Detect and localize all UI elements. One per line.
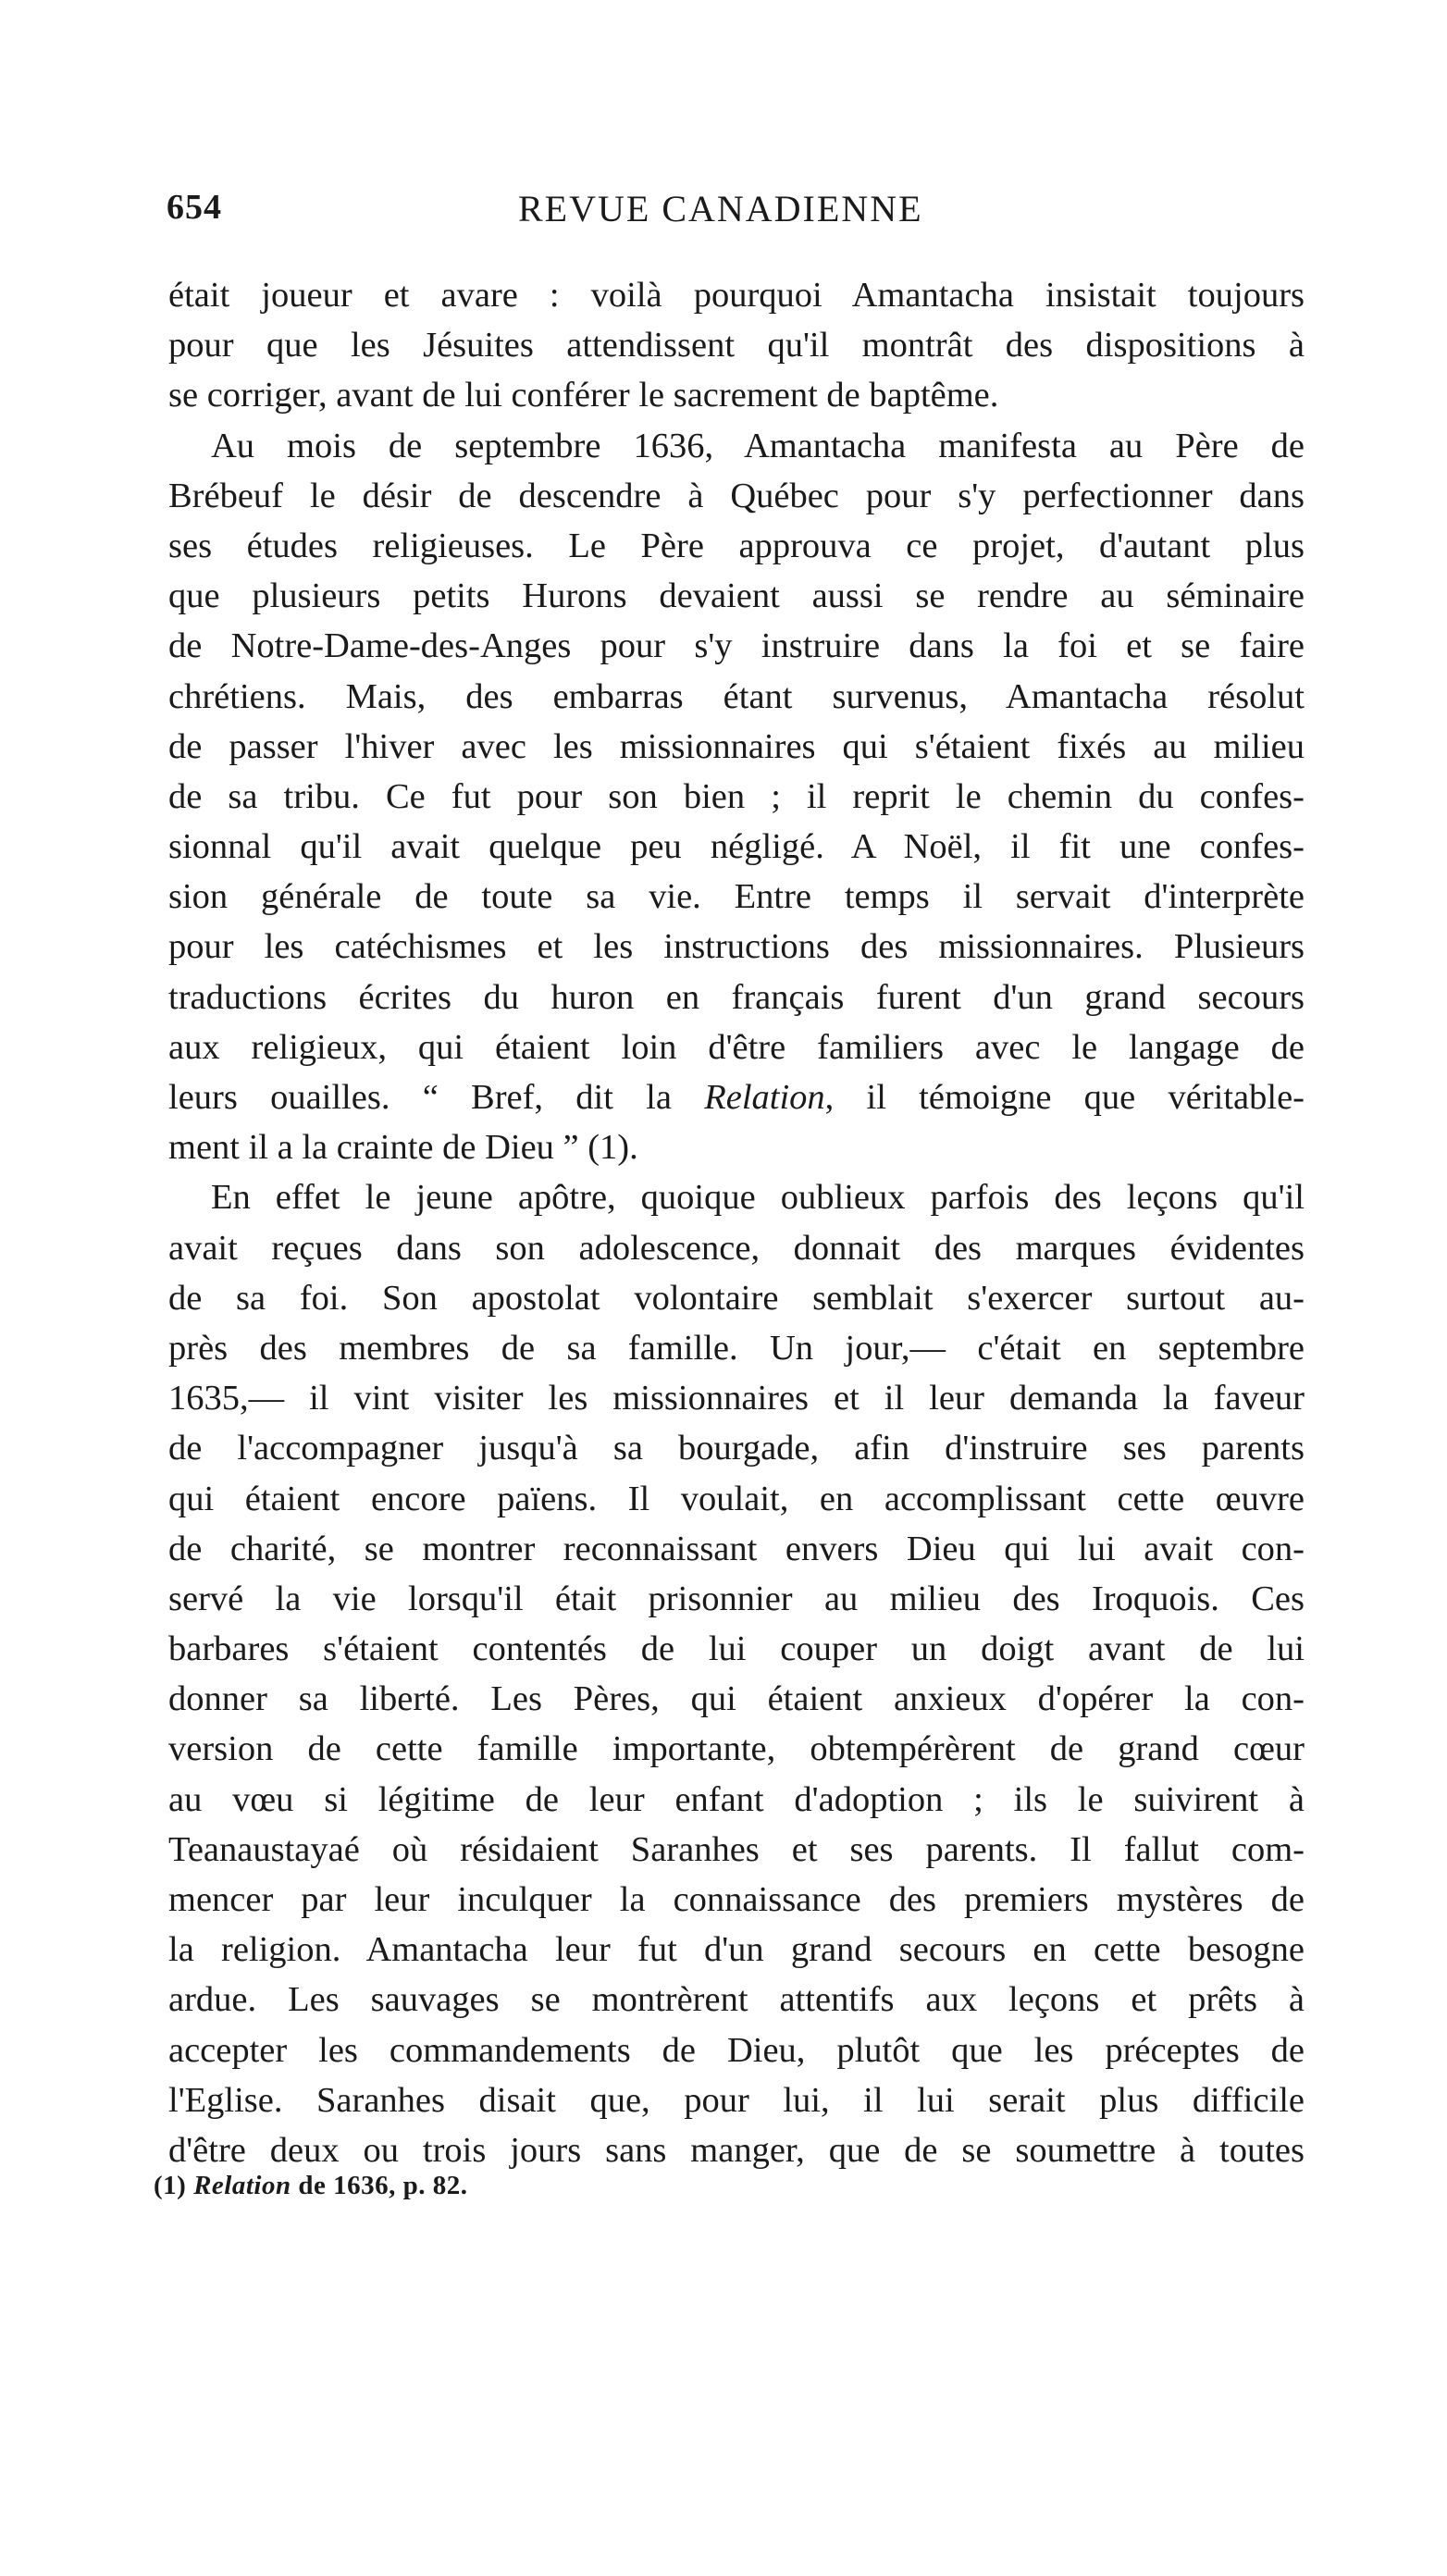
footnote-title: Relation — [193, 2171, 291, 2200]
text-line: servé la vie lorsqu'il était prisonnier au milieu des Iroquois. Ces — [168, 1579, 1305, 1618]
text-line: barbares s'étaient contentés de lui couper un doigt avant de lui — [168, 1629, 1305, 1669]
text-line: donner sa liberté. Les Pères, qui étaient anxieux d'opérer la con- — [168, 1679, 1305, 1719]
text-line: traductions écrites du huron en français furent d'un grand secours — [168, 977, 1305, 1017]
text-line: En effet le jeune apôtre, quoique oublieux parfois des leçons qu'il — [211, 1178, 1305, 1218]
text-line: ment il a la crainte de Dieu ” (1). — [168, 1128, 638, 1168]
paragraph — [168, 421, 1305, 1173]
footnote-marker: (1) — [154, 2171, 187, 2200]
text-line: de l'accompagner jusqu'à sa bourgade, afin d'instruire ses parents — [168, 1429, 1305, 1468]
text-line: Teanaustayaé où résidaient Saranhes et ses parents. Il fallut com- — [168, 1829, 1305, 1869]
text-line: mencer par leur inculquer la connaissance des premiers mystères de — [168, 1880, 1305, 1919]
text-line: de charité, se montrer reconnaissant envers Dieu qui lui avait con- — [168, 1529, 1305, 1568]
paragraph — [168, 1172, 1305, 2175]
text-line: était joueur et avare : voilà pourquoi Amantacha insistait toujours — [168, 276, 1305, 315]
body-text — [168, 270, 1305, 2175]
text-line: chrétiens. Mais, des embarras étant survenus, Amantacha résolut — [168, 676, 1305, 716]
text-line: l'Eglise. Saranhes disait que, pour lui, il lui serait plus difficile — [168, 2080, 1305, 2120]
running-title: REVUE CANADIENNE — [518, 188, 923, 229]
text-line: au vœu si légitime de leur enfant d'adoption ; ils le suivirent à — [168, 1779, 1305, 1819]
text-line: avait reçues dans son adolescence, donnait des marques évidentes — [168, 1228, 1305, 1268]
footnote-text: de 1636, p. 82. — [298, 2171, 468, 2200]
page-number: 654 — [167, 188, 222, 227]
text-line: sionnal qu'il avait quelque peu négligé. A Noël, il fit une confes- — [168, 827, 1305, 867]
text-line: ardue. Les sauvages se montrèrent attentifs aux leçons et prêts à — [168, 1980, 1305, 2020]
text-line: se corriger, avant de lui conférer le sacrement de baptême. — [168, 376, 999, 415]
footnote — [154, 2171, 467, 2201]
text-line: que plusieurs petits Hurons devaient aussi se rendre au séminaire — [168, 576, 1305, 616]
text-line: la religion. Amantacha leur fut d'un grand secours en cette besogne — [168, 1930, 1305, 1970]
text-line: Brébeuf le désir de descendre à Québec pour s'y perfectionner dans — [168, 476, 1305, 515]
text-line: Au mois de septembre 1636, Amantacha manifesta au Père de — [211, 426, 1305, 465]
text-line: de sa foi. Son apostolat volontaire semblait s'exercer surtout au- — [168, 1278, 1305, 1318]
text-line: version de cette famille importante, obtempérèrent de grand cœur — [168, 1729, 1305, 1769]
page-header — [167, 187, 1314, 242]
text-line: pour que les Jésuites attendissent qu'il montrât des dispositions à — [168, 326, 1305, 365]
text-line: de sa tribu. Ce fut pour son bien ; il reprit le chemin du confes- — [168, 776, 1305, 816]
text-line: accepter les commandements de Dieu, plutôt que les préceptes de — [168, 2030, 1305, 2070]
text-line: près des membres de sa famille. Un jour,— c'était en septembre — [168, 1328, 1305, 1368]
text-line: de Notre-Dame-des-Anges pour s'y instruire dans la foi et se faire — [168, 626, 1305, 666]
text-line: sion générale de toute sa vie. Entre temps il servait d'interprète — [168, 877, 1305, 917]
text-line: pour les catéchismes et les instructions des missionnaires. Plusieurs — [168, 927, 1305, 967]
text-line: 1635,— il vint visiter les missionnaires et il leur demanda la faveur — [168, 1379, 1305, 1418]
text-line: qui étaient encore païens. Il voulait, en accomplissant cette œuvre — [168, 1479, 1305, 1518]
text-line: aux religieux, qui étaient loin d'être familiers avec le langage de — [168, 1027, 1305, 1067]
italic-title: Relation — [704, 1078, 825, 1117]
text-line: de passer l'hiver avec les missionnaires qui s'étaient fixés au milieu — [168, 726, 1305, 766]
text-line: d'être deux ou trois jours sans manger, que de se soumettre à toutes — [168, 2130, 1305, 2170]
paragraph — [168, 270, 1305, 421]
text-line: ses études religieuses. Le Père approuva ce projet, d'autant plus — [168, 526, 1305, 565]
text-line: leurs ouailles. “ Bref, dit la Relation, il témoigne que véritable- — [168, 1078, 1305, 1117]
